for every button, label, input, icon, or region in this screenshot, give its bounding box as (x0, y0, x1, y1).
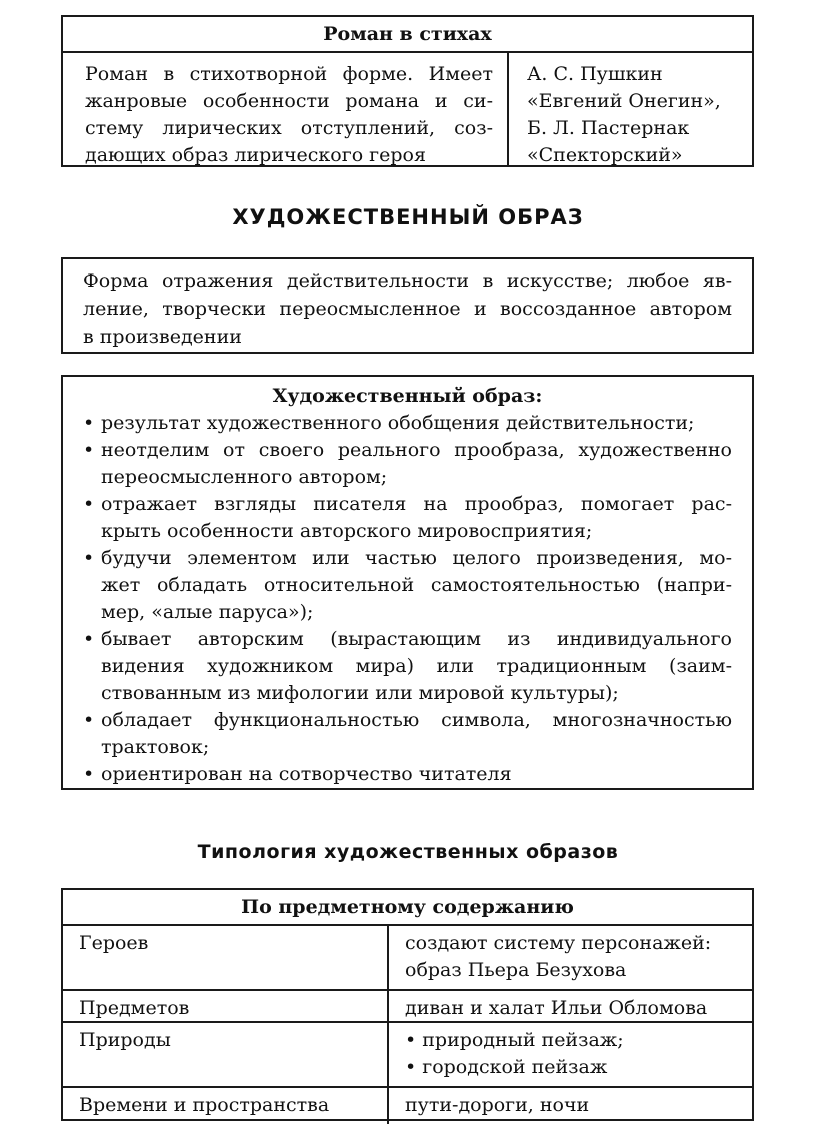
roman-definition-line: стему лирических отступлений, соз- (85, 117, 493, 139)
bullet-icon: • (83, 628, 95, 650)
roman-examples (509, 53, 752, 167)
row-value (389, 926, 752, 989)
bullet-icon: • (83, 412, 95, 434)
properties-list (83, 410, 732, 788)
list-item-line: обладает функциональностью символа, многозначностью (101, 709, 732, 731)
roman-example-line: Б. Л. Пастернак (527, 117, 690, 139)
list-item-line: крыть особенности авторского мировосприятия; (101, 520, 593, 542)
list-item (83, 437, 732, 491)
list-item-line: бывает авторским (вырастающим из индивидуального (101, 628, 732, 650)
properties-heading: Художественный образ: (272, 385, 543, 407)
row-label: Природы (63, 1023, 389, 1086)
definition-line: в произведении (83, 326, 242, 348)
row-value-line: создают систему персонажей: (405, 932, 712, 954)
row-value (389, 1023, 752, 1086)
roman-table-row (63, 53, 752, 167)
list-item-line: ориентирован на сотворчество читателя (101, 763, 512, 785)
table-row (63, 991, 752, 1023)
list-item-line: будучи элементом или частью целого произведения, мо- (101, 547, 732, 569)
bullet-icon: • (83, 439, 95, 461)
section-title: ХУДОЖЕСТВЕННЫЙ ОБРАЗ (232, 205, 584, 229)
list-item-line: ствованным из мифологии или мировой культуры); (101, 682, 619, 704)
list-item-line: отражает взгляды писателя на прообраз, помогает рас- (101, 493, 732, 515)
definition-box (61, 257, 754, 354)
roman-example-line: «Евгений Онегин», (527, 90, 721, 112)
row-value-line: • городской пейзаж (405, 1056, 608, 1078)
row-value (389, 991, 752, 1021)
row-value-line: образ Пьера Безухова (405, 959, 627, 981)
roman-definition (63, 53, 509, 167)
row-label: Героев (63, 926, 389, 989)
roman-table-header: Роман в стихах (63, 17, 752, 53)
definition-line: Форма отражения действительности в искусстве; любое яв- (83, 270, 732, 292)
list-item-line: жет обладать относительной самостоятельностью (напри- (101, 574, 732, 596)
table-row (63, 926, 752, 991)
row-value-line: диван и халат Ильи Обломова (405, 997, 708, 1019)
properties-box (61, 375, 754, 790)
list-item (83, 545, 732, 626)
typology-title: Типология художественных образов (197, 841, 619, 863)
roman-definition-line: жанровые особенности романа и си- (85, 90, 493, 112)
bullet-icon: • (83, 763, 95, 785)
list-item (83, 761, 732, 788)
row-label: Предметов (63, 991, 389, 1021)
typology-table-header: По предметному содержанию (63, 890, 752, 926)
row-value-line: • природный пейзаж; (405, 1029, 624, 1051)
list-item-line: результат художественного обобщения действительности; (101, 412, 695, 434)
table-row (63, 1023, 752, 1088)
roman-definition-line: дающих образ лирического героя (85, 144, 426, 166)
bullet-icon: • (83, 493, 95, 515)
list-item (83, 707, 732, 761)
list-item-line: неотделим от своего реального прообраза, художественно (101, 439, 732, 461)
table-row (63, 1088, 752, 1124)
bullet-icon: • (83, 709, 95, 731)
list-item (83, 626, 732, 707)
row-value-line: пути-дороги, ночи (405, 1094, 590, 1116)
list-item (83, 491, 732, 545)
roman-example-line: «Спекторский» (527, 144, 683, 166)
definition-line: ление, творчески переосмысленное и воссозданное автором (83, 298, 732, 320)
list-item (83, 410, 732, 437)
list-item-line: мер, «алые паруса»); (101, 601, 314, 623)
row-value (389, 1088, 752, 1124)
list-item-line: переосмысленного автором; (101, 466, 388, 488)
roman-definition-line: Роман в стихотворной форме. Имеет (85, 63, 493, 85)
typology-table (61, 888, 754, 1121)
roman-table (61, 15, 754, 167)
list-item-line: видения художником мира) или традиционным (заим- (101, 655, 732, 677)
row-label: Времени и пространства (63, 1088, 389, 1124)
roman-example-line: А. С. Пушкин (527, 63, 663, 85)
bullet-icon: • (83, 547, 95, 569)
list-item-line: трактовок; (101, 736, 210, 758)
